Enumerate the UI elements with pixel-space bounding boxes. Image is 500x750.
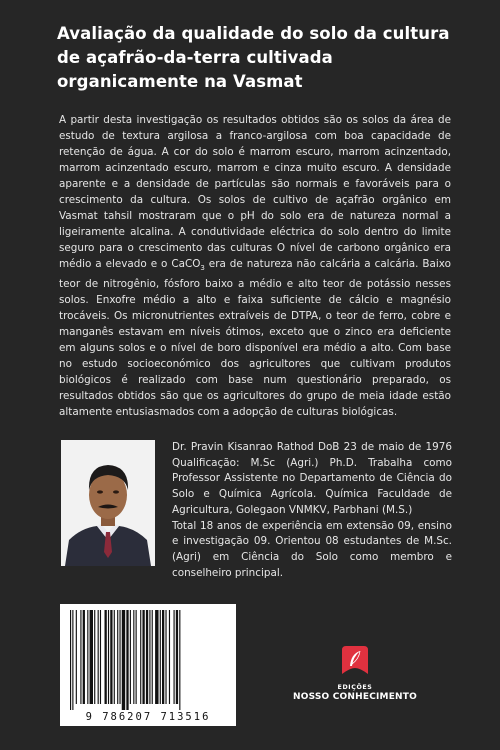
barcode-bar — [122, 610, 125, 710]
barcode-bar — [169, 610, 170, 704]
author-photo — [61, 440, 155, 566]
abstract-part-1: A partir desta investigação os resultados obtidos são os solos da área de estudo de textura argilosa a franco-argilosa com boa capacidade de retenção de água. A cor do solo é marrom escuro, marrom acinzentado, marrom acinzentado escuro, marrom e cinza muito escuro. A densidade aparente e a densidade de partículas são normais e favoráveis para o crescimento da cultura. Os solos de cultivo de açafrão orgânico em Vasmat tahsil mostraram que o pH do solo era de natureza normal a ligeiramente alcalina. A condutividade eléctrica do solo dentro do limite seguro para o crescimento das culturas O nível de carbono orgânico era médio a elevado e o CaCO — [59, 114, 451, 270]
barcode-bars — [66, 610, 230, 710]
feather-icon — [340, 644, 370, 676]
bio-paragraph-1: Dr. Pravin Kisanrao Rathod DoB 23 de maio de 1976 Qualificação: M.Sc (Agri.) Ph.D. Trabalha como Professor Assistente no Departamento de Ciência do Solo e Química Agrícola. Química Faculdade de Agricultura, Golegaon VNMKV, Parbhani (M.S.) — [172, 441, 452, 516]
barcode-bar — [179, 610, 180, 710]
barcode-bar — [130, 610, 131, 704]
barcode-bar — [142, 610, 144, 704]
barcode-bar — [165, 610, 166, 704]
barcode-bar — [94, 610, 95, 704]
barcode-bar — [126, 610, 128, 710]
barcode-bar — [70, 610, 71, 710]
isbn-barcode — [60, 604, 236, 726]
barcode-bar — [160, 610, 161, 704]
barcode-bar — [76, 610, 77, 704]
barcode-bar — [110, 610, 112, 704]
barcode-bar — [140, 610, 141, 704]
barcode-bar — [80, 610, 81, 704]
barcode-bar — [152, 610, 153, 704]
caco3-subscript: 3 — [200, 264, 205, 273]
barcode-bar — [117, 610, 118, 704]
barcode-bar — [114, 610, 115, 704]
barcode-bar — [119, 610, 120, 704]
bio-paragraph-2: Total 18 anos de experiência em extensão 09, ensino e investigação 09. Orientou 08 estudantes de M.Sc. (Agri) em Ciência do Solo como membro e conselheiro principal. — [172, 519, 452, 579]
barcode-digits: 9 786207 713516 — [85, 711, 211, 723]
barcode-bar — [98, 610, 99, 704]
abstract-text — [59, 112, 451, 420]
publisher-line-2: NOSSO CONHECIMENTO — [293, 692, 417, 702]
barcode-bar — [72, 610, 73, 710]
barcode-bar — [90, 610, 93, 704]
barcode-bar — [174, 610, 175, 704]
barcode-bar — [149, 610, 150, 704]
barcode-bar — [100, 610, 101, 704]
barcode-bar — [162, 610, 164, 704]
barcode-bar — [87, 610, 88, 704]
barcode-bar — [108, 610, 109, 704]
author-bio — [172, 440, 452, 581]
barcode-bar — [176, 610, 178, 704]
barcode-bar — [133, 610, 134, 704]
publisher-line-1: EDIÇÕES — [337, 684, 373, 691]
publisher-logo — [290, 644, 420, 702]
book-title: Avaliação da qualidade do solo da cultura de açafrão-da-terra cultivada organicamente na Vasmat — [57, 24, 450, 91]
barcode-bar — [136, 610, 137, 704]
barcode-bar — [146, 610, 148, 704]
barcode-bar — [155, 610, 158, 704]
barcode-bar — [83, 610, 85, 704]
abstract-part-2: era de natureza não calcária a calcária. Baixo teor de nitrogênio, fósforo baixo a médio e alto teor de potássio nesses solos. Enxofre médio a alto e faixa suficiente de cálcio e magnésio trocáveis. Os micronutrientes extraíveis de DTPA, o teor de ferro, cobre e manganês estavam em níveis ótimos, exceto que o zinco era deficiente em alguns solos e o nível de boro disponível era médio a alto. Com base no estudo socioeconómico dos agricultores que cultivam produtos biológicos é realizado com base num questionário preparado, os resultados obtidos são que os agricultores do grupo de meia idade estão altamente entusiasmados com a adopção de culturas biológicas. — [59, 258, 451, 419]
barcode-bar — [105, 610, 107, 704]
